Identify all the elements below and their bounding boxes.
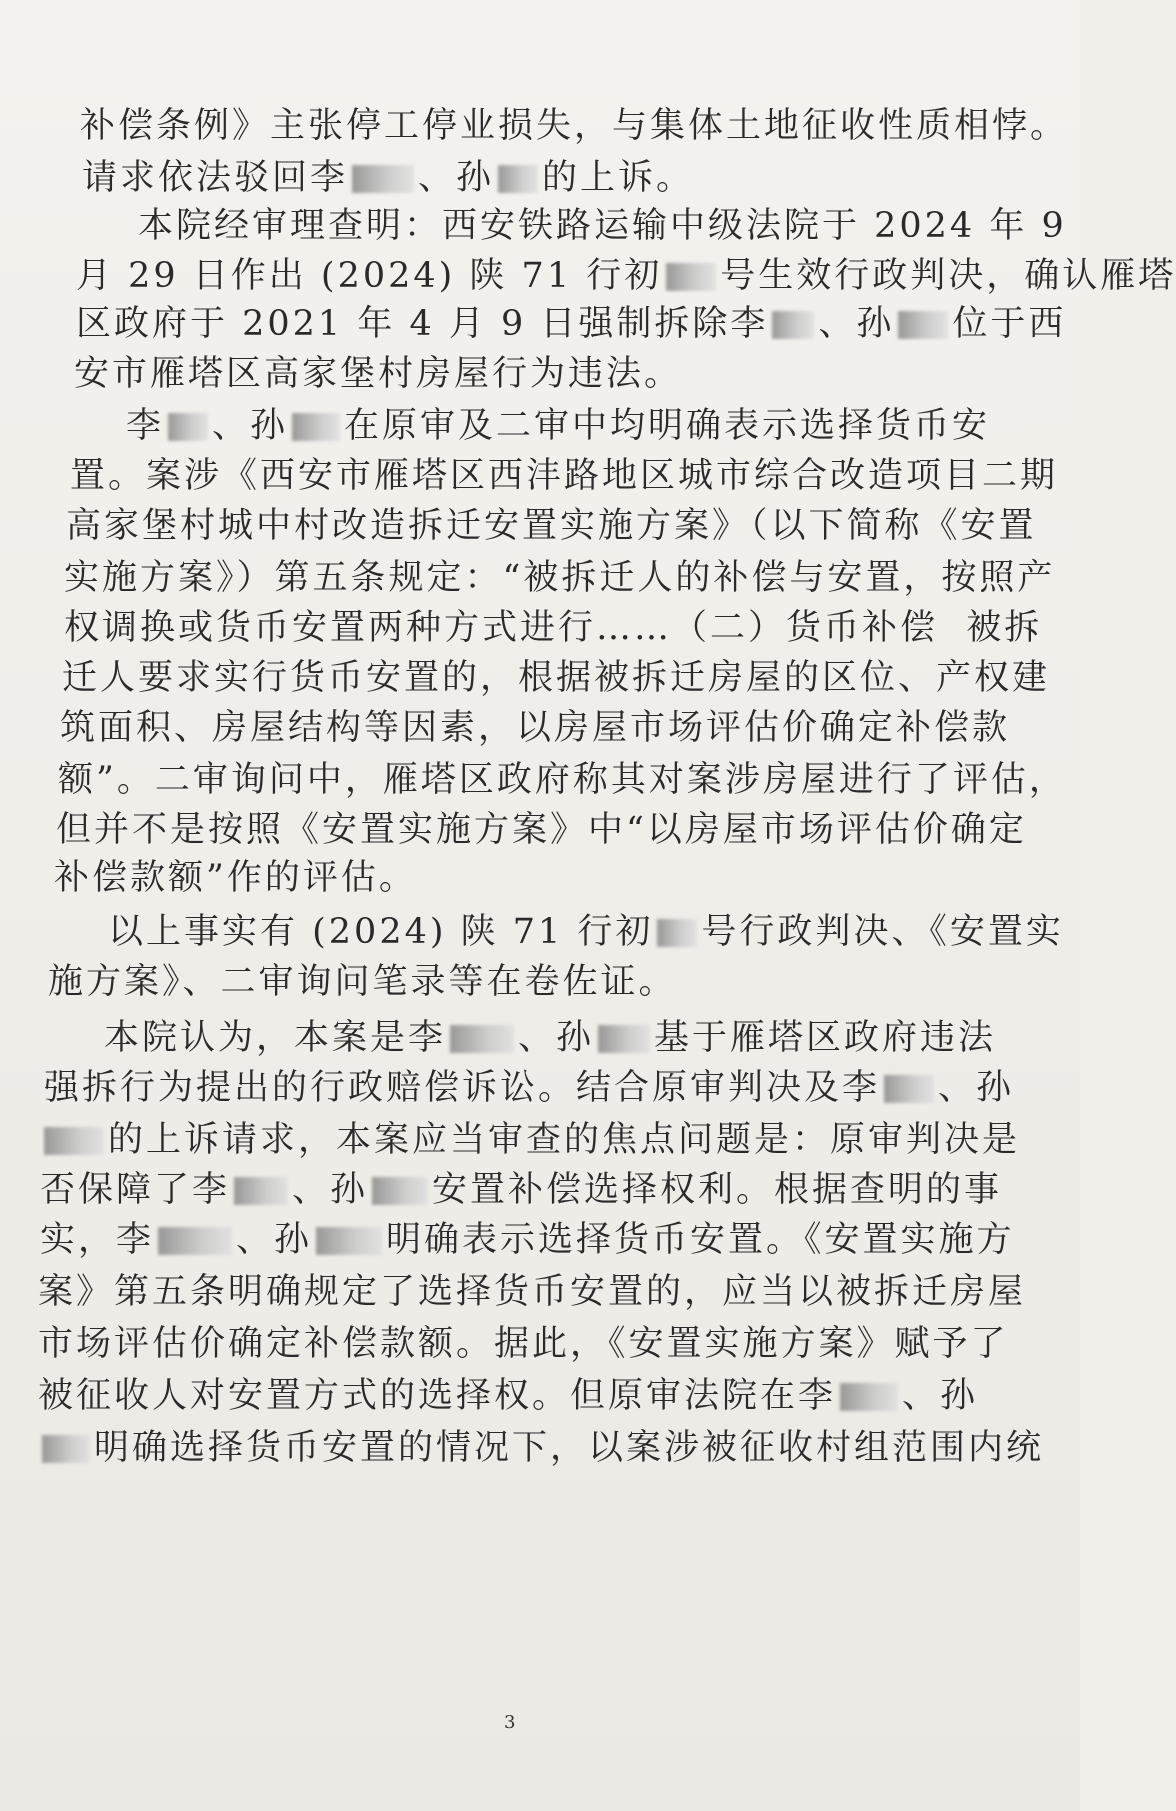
redacted-name <box>292 413 340 441</box>
redacted-name <box>498 165 538 193</box>
text-line <box>38 1374 978 1418</box>
text-segment: 的上诉。 <box>542 158 695 198</box>
text-segment: 的上诉请求，本案应当审查的焦点问题是：原审判决是 <box>108 1120 1021 1160</box>
text-segment: 、孙 <box>236 1220 313 1260</box>
text-line <box>138 204 1067 248</box>
text-segment: 位于西 <box>952 304 1067 344</box>
page-number: 3 <box>504 1712 516 1733</box>
redacted-name <box>234 1177 288 1205</box>
text-line <box>56 808 1027 852</box>
text-line <box>104 1016 996 1060</box>
redacted-name <box>168 413 208 441</box>
redacted-name <box>158 1227 232 1255</box>
redacted-name <box>884 1075 934 1103</box>
text-segment: 安置补偿选择权利。根据查明的事 <box>432 1170 1003 1210</box>
text-segment: 施方案》、二审询问笔录等在卷佐证。 <box>48 962 677 1002</box>
text-segment: 请求依法驳回李 <box>82 158 349 198</box>
text-segment: 号生效行政判决，确认雁塔 <box>720 256 1176 296</box>
text-line <box>64 556 1055 600</box>
redacted-name <box>598 1025 650 1053</box>
redacted-name <box>898 311 948 339</box>
text-line <box>54 856 417 900</box>
text-segment: 补偿条例》主张停工停业损失，与集体土地征收性质相悖。 <box>80 106 1069 146</box>
redacted-name <box>44 1127 104 1155</box>
text-segment: 补偿款额”作的评估。 <box>54 858 417 898</box>
text-segment: 以上事实有 (2024) 陕 71 行初 <box>108 912 654 952</box>
redacted-name <box>352 165 414 193</box>
text-segment: 但并不是按照《安置实施方案》中“以房屋市场评估价确定 <box>56 810 1027 850</box>
text-segment: 、孙 <box>418 158 495 198</box>
text-line <box>70 454 1058 498</box>
text-segment: 否保障了李 <box>40 1170 231 1210</box>
text-line <box>64 606 1042 650</box>
text-segment: 区政府于 2021 年 4 月 9 日强制拆除李 <box>76 304 769 344</box>
text-segment: 、孙 <box>818 304 895 344</box>
text-segment: 强拆行为提出的行政赔偿诉讼。结合原审判决及李 <box>44 1068 881 1108</box>
text-line <box>48 960 677 1004</box>
redacted-name <box>316 1227 382 1255</box>
redacted-name <box>42 1435 90 1463</box>
redacted-name <box>450 1025 514 1053</box>
text-line <box>82 156 694 200</box>
text-line <box>38 1270 1026 1314</box>
text-segment: 权调换或货币安置两种方式进行……（二）货币补偿 被拆 <box>64 608 1043 648</box>
redacted-name <box>666 263 716 291</box>
text-segment: 、孙 <box>902 1376 979 1416</box>
text-segment: 本院认为，本案是李 <box>104 1018 447 1058</box>
text-segment: 实施方案》）第五条规定：“被拆迁人的补偿与安置，按照产 <box>64 558 1056 598</box>
text-segment: 高家堡村城中村改造拆迁安置实施方案》（以下简称《安置 <box>66 506 1037 546</box>
text-segment: 迁人要求实行货币安置的，根据被拆迁房屋的区位、产权建 <box>62 658 1051 698</box>
text-line <box>108 910 1064 954</box>
text-line <box>76 254 1176 298</box>
text-line <box>40 1118 1020 1162</box>
text-line <box>66 504 1037 548</box>
redacted-name <box>372 1177 428 1205</box>
text-line <box>62 656 1050 700</box>
text-segment: 在原审及二审中均明确表示选择货币安 <box>344 406 991 446</box>
text-line <box>74 352 682 396</box>
redacted-name <box>840 1383 898 1411</box>
text-line <box>58 758 1067 802</box>
text-segment: 市场评估价确定补偿款额。据此，《安置实施方案》赋予了 <box>38 1324 1009 1364</box>
text-segment: 本院经审理查明：西安铁路运输中级法院于 2024 年 9 <box>138 206 1067 246</box>
text-line <box>38 1322 1009 1366</box>
text-segment: 月 29 日作出 (2024) 陕 71 行初 <box>76 256 663 296</box>
text-segment: 、孙 <box>292 1170 369 1210</box>
text-line <box>60 706 1010 750</box>
text-line <box>126 404 990 448</box>
text-segment: 额”。二审询问中，雁塔区政府称其对案涉房屋进行了评估， <box>58 760 1067 800</box>
text-segment: 案》第五条明确规定了选择货币安置的，应当以被拆迁房屋 <box>38 1272 1027 1312</box>
text-segment: 基于雁塔区政府违法 <box>654 1018 997 1058</box>
text-segment: 安市雁塔区高家堡村房屋行为违法。 <box>74 354 683 394</box>
text-segment: 明确选择货币安置的情况下，以案涉被征收村组范围内统 <box>94 1428 1045 1468</box>
text-segment: 被征收人对安置方式的选择权。但原审法院在李 <box>38 1376 837 1416</box>
text-segment: 明确表示选择货币安置。《安置实施方 <box>386 1220 1015 1260</box>
text-segment: 、孙 <box>212 406 289 446</box>
text-line <box>40 1218 1015 1262</box>
text-line <box>40 1168 1002 1212</box>
redacted-name <box>657 919 697 947</box>
text-line <box>80 104 1068 148</box>
text-line <box>44 1066 1014 1110</box>
text-segment: 置。案涉《西安市雁塔区西沣路地区城市综合改造项目二期 <box>70 456 1059 496</box>
text-segment: 实，李 <box>40 1220 155 1260</box>
text-segment: 李 <box>126 406 165 446</box>
redacted-name <box>772 311 814 339</box>
text-segment: 号行政判决、《安置实 <box>701 912 1064 952</box>
text-segment: 、孙 <box>518 1018 595 1058</box>
text-line <box>38 1426 1044 1470</box>
text-segment: 筑面积、房屋结构等因素，以房屋市场评估价确定补偿款 <box>60 708 1011 748</box>
text-line <box>76 302 1066 346</box>
text-segment: 、孙 <box>938 1068 1015 1108</box>
